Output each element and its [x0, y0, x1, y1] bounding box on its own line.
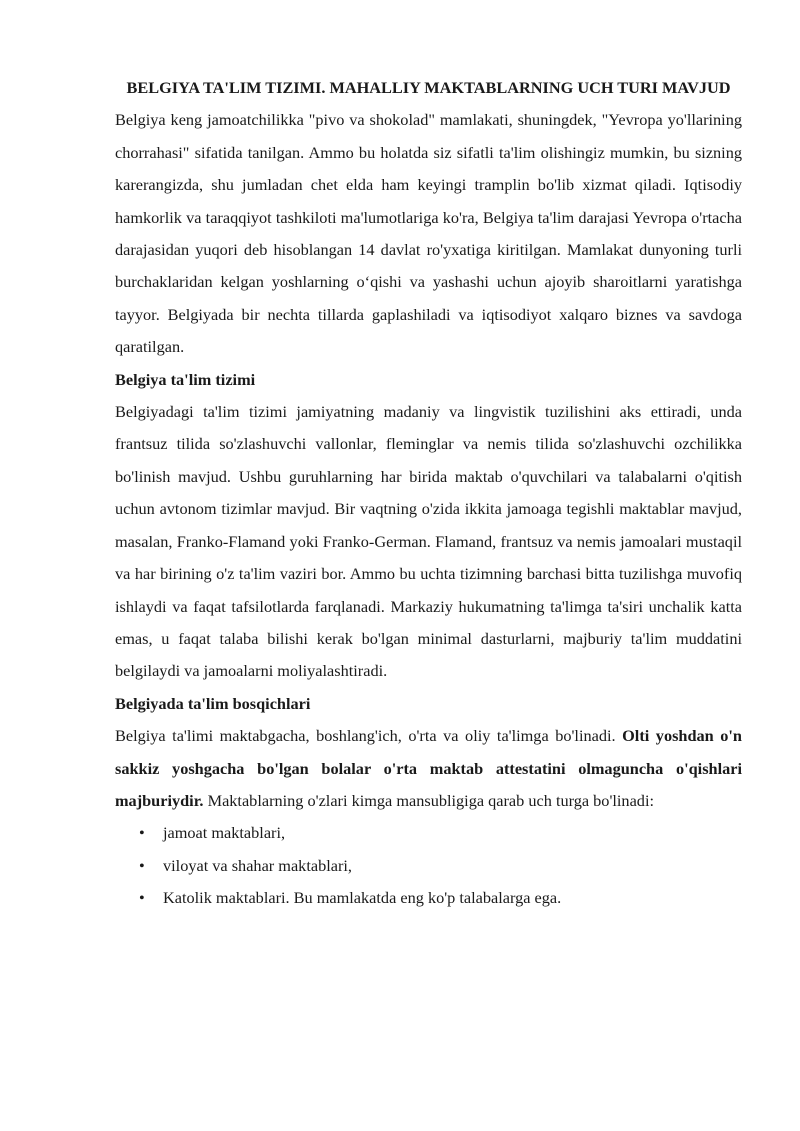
- intro-paragraph: Belgiya keng jamoatchilikka "pivo va shokolad" mamlakati, shuningdek, "Yevropa yo'llarining chorrahasi" sifatida tanilgan. Ammo bu holatda siz sifatli ta'lim olishingiz mumkin, bu sizning karerangizda, shu jumladan chet elda ham keyingi tramplin bo'lib xizmat qiladi. Iqtisodiy hamkorlik va taraqqiyot tashkiloti ma'lumotlariga ko'ra, Belgiya ta'lim darajasi Yevropa o'rtacha darajasidan yuqori deb hisoblangan 14 davlat ro'yxatiga kiritilgan. Mamlakat dunyoning turli burchaklaridan kelgan yoshlarning o‘qishi va yashashi uchun ajoyib sharoitlarni yaratishga tayyor. Belgiyada bir nechta tillarda gaplashiladi va iqtisodiyot xalqaro biznes va savdoga qaratilgan.: [115, 110, 742, 357]
- document-page: [115, 72, 742, 915]
- list-item: • Katolik maktablari. Bu mamlakatda eng ko'p talabalarga ega.: [115, 882, 742, 914]
- document-title: BELGIYA TA'LIM TIZIMI. MAHALLIY MAKTABLARNING UCH TURI MAVJUD: [126, 78, 731, 97]
- list-item: • jamoat maktablari,: [115, 817, 742, 849]
- list-item: • viloyat va shahar maktablari,: [115, 850, 742, 882]
- stages-text-end: Maktablarning o'zlari kimga mansubligiga qarab uch turga bo'linadi:: [203, 790, 654, 810]
- school-types-list: [115, 817, 742, 914]
- section-heading-education-stages: Belgiyada ta'lim bosqichlari: [115, 693, 311, 713]
- education-stages-paragraph: [115, 720, 742, 817]
- stages-text-start: Belgiya ta'limi maktabgacha, boshlang'ich, o'rta va oliy ta'limga bo'linadi.: [115, 726, 623, 746]
- education-system-paragraph: Belgiyadagi ta'lim tizimi jamiyatning madaniy va lingvistik tuzilishini aks ettiradi, unda frantsuz tilida so'zlashuvchi vallonlar, fleminglar va nemis tilida so'zlashuvchi ozchilikka bo'linish mavjud. Ushbu guruhlarning har birida maktab o'quvchilari va talabalarni o'qitish uchun avtonom tizimlar mavjud. Bir vaqtning o'zida ikkita jamoaga tegishli maktablar mavjud, masalan, Franko-Flamand yoki Franko-German. Flamand, frantsuz va nemis jamoalari mustaqil va har birining o'z ta'lim vaziri bor. Ammo bu uchta tizimning barchasi bitta tuzilishga muvofiq ishlaydi va faqat tafsilotlarda farqlanadi. Markaziy hukumatning ta'limga ta'siri unchalik katta emas, u faqat talaba bilishi kerak bo'lgan minimal dasturlarni, majburiy ta'lim muddatini belgilaydi va jamoalarni moliyalashtiradi.: [115, 402, 742, 681]
- stages-text-bold: Olti yoshdan o'n sakkiz yoshgacha bo'lgan bolalar o'rta maktab attestatini olmaguncha o'qishlari majburiydir.: [115, 726, 742, 810]
- section-heading-education-system: Belgiya ta'lim tizimi: [115, 369, 256, 389]
